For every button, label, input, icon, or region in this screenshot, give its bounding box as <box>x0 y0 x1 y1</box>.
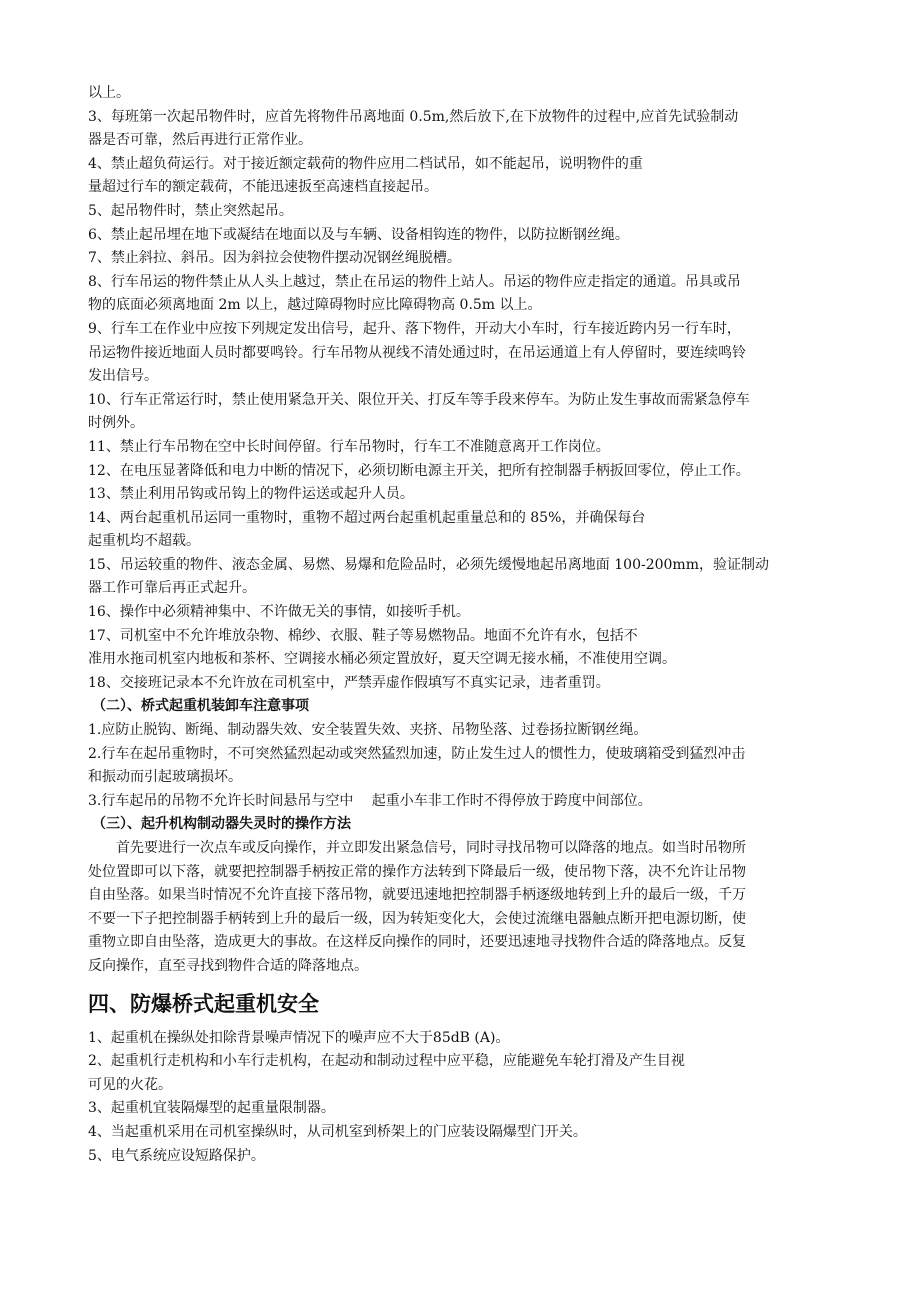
text-line: 和振动而引起玻璃损坏。 <box>88 769 242 786</box>
paragraph-line: 首先要进行一次点车或反向操作，并立即发出紧急信号，同时寻找吊物可以降落的地点。如当时吊物所 <box>116 840 746 856</box>
paragraph-line: 不要一下子把控制器手柄转到上升的最后一级，因为转矩变化大，会使过流继电器触点断开把电源切断，使 <box>88 910 746 927</box>
text-line: 量超过行车的额定载荷，不能迅速扳至高速档直接起吊。 <box>88 179 438 196</box>
paragraph-line: 重物立即自由坠落，造成更大的事故。在这样反向操作的同时，还要迅速地寻找物件合适的降落地点。反复 <box>88 934 746 951</box>
text-line: 2、起重机行走机构和小车行走机构，在起动和制动过程中应平稳，应能避免车轮打滑及产生目视 <box>88 1053 685 1070</box>
text-line: 3、每班第一次起吊物件时，应首先将物件吊离地面 0.5m,然后放下,在下放物件的过程中,应首先试验制动 <box>88 108 739 125</box>
text-line: 5、起吊物件时，禁止突然起吊。 <box>88 202 293 219</box>
text-line: 2.行车在起吊重物时，不可突然猛烈起动或突然猛烈加速，防止发生过人的惯性力，使玻璃箱受到猛烈冲击 <box>88 745 746 762</box>
text-line: 10、行车正常运行时，禁止使用紧急开关、限位开关、打反车等手段来停车。为防止发生事故而需紧急停车 <box>88 391 750 408</box>
text-line: 17、司机室中不允许堆放杂物、棉纱、衣服、鞋子等易燃物品。地面不允许有水，包括不 <box>88 627 638 644</box>
text-line: 时例外。 <box>88 415 144 432</box>
text-line: 准用水拖司机室内地板和茶杯、空调接水桶必须定置放好，夏天空调无接水桶，不准使用空调。 <box>88 651 676 668</box>
text-line: 器是否可靠，然后再进行正常作业。 <box>88 132 312 149</box>
text-line: 16、操作中必须精神集中、不许做无关的事情，如接听手机。 <box>88 604 470 621</box>
text-line: 7、禁止斜拉、斜吊。因为斜拉会使物件摆动况钢丝绳脱槽。 <box>88 250 461 267</box>
text-line: 8、行车吊运的物件禁止从人头上越过，禁止在吊运的物件上站人。吊运的物件应走指定的通道。吊具或吊 <box>88 273 741 290</box>
text-line: 11、禁止行车吊物在空中长时间停留。行车吊物时，行车工不准随意离开工作岗位。 <box>88 438 610 455</box>
text-line: 3.行车起吊的吊物不允许长时间悬吊与空中 起重小车非工作时不得停放于跨度中间部位。 <box>88 792 652 809</box>
paragraph-line: 处位置即可以下落，就要把控制器手柄按正常的操作方法转到下降最后一级，使吊物下落，决不允许让吊物 <box>88 863 746 880</box>
text-line: 物的底面必须离地面 2m 以上，越过障碍物时应比障碍物高 0.5m 以上。 <box>88 297 542 314</box>
text-line: 13、禁止利用吊钩或吊钩上的物件运送或起升人员。 <box>88 486 414 503</box>
text-line: 4、禁止超负荷运行。对于接近额定载荷的物件应用二档试吊，如不能起吊，说明物件的重 <box>88 155 643 172</box>
text-line: 15、吊运较重的物件、液态金属、易燃、易爆和危险品时，必须先缓慢地起吊离地面 100-200mm，验证制动 <box>88 556 769 573</box>
text-line: 4、当起重机采用在司机室操纵时，从司机室到桥架上的门应装设隔爆型门开关。 <box>88 1123 587 1140</box>
text-line: 可见的火花。 <box>88 1076 172 1093</box>
text-line: 3、起重机宜装隔爆型的起重量限制器。 <box>88 1100 335 1117</box>
paragraph-line: 自由坠落。如果当时情况不允许直接下落吊物，就要迅速地把控制器手柄逐级地转到上升的最后一级，千万 <box>88 887 746 904</box>
text-line: 发出信号。 <box>88 368 158 385</box>
text-line: 12、在电压显著降低和电力中断的情况下，必须切断电源主开关，把所有控制器手柄扳回零位，停止工作。 <box>88 462 750 479</box>
text-line: 以上。 <box>88 85 130 101</box>
text-line: 6、禁止起吊埋在地下或凝结在地面以及与车辆、设备相钩连的物件，以防拉断钢丝绳。 <box>88 226 629 243</box>
text-line: 起重机均不超载。 <box>88 533 200 550</box>
text-line: 吊运物件接近地面人员时都要鸣铃。行车吊物从视线不清处通过时，在吊运通道上有人停留时，要连续鸣铃 <box>88 344 746 361</box>
chapter-heading-explosion-proof: 四、防爆桥式起重机安全 <box>88 991 319 1016</box>
text-line: 18、交接班记录本不允许放在司机室中，严禁弄虚作假填写不真实记录，违者重罚。 <box>88 674 610 691</box>
section-heading-loading: （二）、桥式起重机装卸车注意事项 <box>92 698 309 715</box>
text-line: 14、两台起重机吊运同一重物时，重物不超过两台起重机起重量总和的 85%，并确保每台 <box>88 509 646 526</box>
text-line: 器工作可靠后再正式起升。 <box>88 580 256 597</box>
text-line: 5、电气系统应设短路保护。 <box>88 1147 265 1164</box>
section-heading-brake-failure: （三）、起升机构制动器失灵时的操作方法 <box>92 816 351 833</box>
text-line: 1.应防止脱钩、断绳、制动器失效、安全装置失效、夹挤、吊物坠落、过卷扬拉断钢丝绳。 <box>88 722 648 739</box>
paragraph-line: 反向操作，直至寻找到物件合适的降落地点。 <box>88 957 368 974</box>
text-line: 1、起重机在操纵处扣除背景噪声情况下的噪声应不大于85dB (A)。 <box>88 1029 510 1046</box>
text-line: 9、行车工在作业中应按下列规定发出信号，起升、落下物件，开动大小车时，行车接近跨内另一行车时， <box>88 320 741 337</box>
document-page <box>88 82 850 1168</box>
